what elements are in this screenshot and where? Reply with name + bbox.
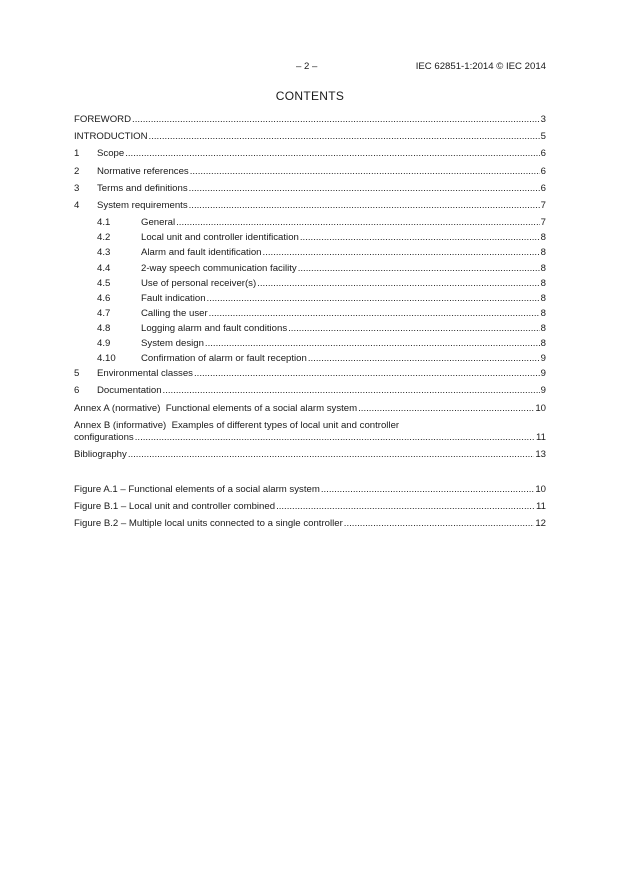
toc-entry-title: General bbox=[141, 217, 176, 228]
dot-leader bbox=[288, 323, 540, 334]
toc-entry-number: 4.8 bbox=[97, 323, 111, 334]
toc-entry-1[interactable] bbox=[74, 148, 546, 159]
toc-entry-5[interactable] bbox=[74, 368, 546, 379]
toc-entry-4-1[interactable] bbox=[74, 217, 546, 228]
toc-entry-title: Alarm and fault identification bbox=[141, 247, 262, 258]
dot-leader bbox=[135, 432, 535, 443]
toc-entry-6[interactable] bbox=[74, 385, 546, 396]
toc-entry-4-5[interactable] bbox=[74, 278, 546, 289]
toc-entry-4-7[interactable] bbox=[74, 308, 546, 319]
dot-leader bbox=[189, 183, 540, 194]
toc-entry-page: 8 bbox=[540, 338, 546, 349]
toc-entry-page: 8 bbox=[540, 278, 546, 289]
toc-entry-2[interactable] bbox=[74, 166, 546, 177]
dot-leader bbox=[205, 338, 540, 349]
toc-entry-bibliography[interactable] bbox=[74, 449, 546, 460]
toc-entry-number: 4.9 bbox=[97, 338, 111, 349]
toc-entry-introduction[interactable] bbox=[74, 131, 546, 142]
dot-leader bbox=[300, 232, 540, 243]
toc-entry-page: 9 bbox=[540, 353, 546, 364]
toc-entry-4-3[interactable] bbox=[74, 247, 546, 258]
figure-entry-page: 11 bbox=[536, 501, 546, 512]
toc-entry-title: Fault indication bbox=[141, 293, 206, 304]
figure-entry-title: Figure B.1 – Local unit and controller combined bbox=[74, 501, 276, 512]
toc-entry-page: 8 bbox=[540, 232, 546, 243]
toc-entry-page: 7 bbox=[540, 200, 546, 211]
toc-entry-title: Bibliography bbox=[74, 449, 127, 460]
figure-entry-b1[interactable] bbox=[74, 501, 546, 512]
dot-leader bbox=[209, 308, 540, 319]
dot-leader bbox=[263, 247, 540, 258]
dot-leader bbox=[358, 403, 534, 414]
figure-entry-page: 10 bbox=[535, 484, 546, 495]
toc-entry-number: 5 bbox=[74, 368, 80, 379]
toc-entry-title: Calling the user bbox=[141, 308, 208, 319]
toc-entry-page: 8 bbox=[540, 323, 546, 334]
toc-entry-title-continued: configurations bbox=[74, 432, 134, 443]
toc-entry-page: 6 bbox=[540, 183, 546, 194]
document-reference: IEC 62851-1:2014 © IEC 2014 bbox=[415, 61, 546, 72]
toc-entry-title: Environmental classes bbox=[97, 368, 193, 379]
toc-entry-page: 6 bbox=[540, 166, 546, 177]
dot-leader bbox=[125, 148, 539, 159]
toc-entry-number: 1 bbox=[74, 148, 80, 159]
toc-entry-title: System requirements bbox=[97, 200, 188, 211]
toc-entry-number: 4.4 bbox=[97, 263, 111, 274]
dot-leader bbox=[189, 200, 540, 211]
dot-leader bbox=[308, 353, 540, 364]
toc-entry-title: Annex A (normative) Functional elements of a social alarm system bbox=[74, 403, 358, 414]
toc-entry-number: 4.3 bbox=[97, 247, 111, 258]
dot-leader bbox=[207, 293, 540, 304]
toc-entry-number: 6 bbox=[74, 385, 80, 396]
toc-entry-title: FOREWORD bbox=[74, 114, 132, 125]
toc-entry-title: Documentation bbox=[97, 385, 162, 396]
toc-entry-number: 4.7 bbox=[97, 308, 111, 319]
toc-entry-page: 3 bbox=[540, 114, 546, 125]
dot-leader bbox=[321, 484, 535, 495]
figure-entry-title: Figure B.2 – Multiple local units connected to a single controller bbox=[74, 518, 343, 529]
toc-entry-annex-a[interactable] bbox=[74, 403, 546, 414]
dot-leader bbox=[344, 518, 535, 529]
toc-entry-number: 2 bbox=[74, 166, 80, 177]
toc-entry-4-2[interactable] bbox=[74, 232, 546, 243]
dot-leader bbox=[149, 131, 540, 142]
toc-entry-page: 11 bbox=[536, 432, 546, 443]
toc-entry-page: 9 bbox=[540, 368, 546, 379]
toc-entry-title: Confirmation of alarm or fault reception bbox=[141, 353, 307, 364]
figure-entry-page: 12 bbox=[535, 518, 546, 529]
figure-entry-title: Figure A.1 – Functional elements of a social alarm system bbox=[74, 484, 320, 495]
toc-entry-3[interactable] bbox=[74, 183, 546, 194]
toc-entry-number: 4.1 bbox=[97, 217, 111, 228]
contents-title: CONTENTS bbox=[275, 89, 345, 103]
toc-entry-4-4[interactable] bbox=[74, 263, 546, 274]
toc-entry-title: Logging alarm and fault conditions bbox=[141, 323, 288, 334]
dot-leader bbox=[132, 114, 540, 125]
dot-leader bbox=[257, 278, 539, 289]
toc-entry-4-10[interactable] bbox=[74, 353, 546, 364]
toc-entry-title: 2-way speech communication facility bbox=[141, 263, 297, 274]
toc-entry-title: System design bbox=[141, 338, 204, 349]
toc-entry-title: Scope bbox=[97, 148, 125, 159]
dot-leader bbox=[128, 449, 535, 460]
toc-entry-number: 3 bbox=[74, 183, 80, 194]
toc-entry-page: 13 bbox=[535, 449, 546, 460]
toc-entry-number: 4.5 bbox=[97, 278, 111, 289]
toc-entry-4[interactable] bbox=[74, 200, 546, 211]
toc-entry-title: Local unit and controller identification bbox=[141, 232, 299, 243]
toc-entry-title: Use of personal receiver(s) bbox=[141, 278, 257, 289]
toc-entry-annex-b[interactable] bbox=[74, 432, 546, 443]
toc-entry-page: 9 bbox=[540, 385, 546, 396]
page-number: – 2 – bbox=[296, 61, 318, 72]
toc-entry-4-8[interactable] bbox=[74, 323, 546, 334]
toc-entry-page: 5 bbox=[540, 131, 546, 142]
toc-entry-4-6[interactable] bbox=[74, 293, 546, 304]
toc-entry-foreword[interactable] bbox=[74, 114, 546, 125]
dot-leader bbox=[163, 385, 540, 396]
dot-leader bbox=[190, 166, 540, 177]
figure-entry-b2[interactable] bbox=[74, 518, 546, 529]
toc-entry-number: 4 bbox=[74, 200, 80, 211]
toc-entry-page: 7 bbox=[540, 217, 546, 228]
toc-entry-number: 4.2 bbox=[97, 232, 111, 243]
toc-entry-page: 8 bbox=[540, 263, 546, 274]
toc-entry-page: 8 bbox=[540, 293, 546, 304]
toc-entry-title: Normative references bbox=[97, 166, 189, 177]
figure-entry-a1[interactable] bbox=[74, 484, 546, 495]
dot-leader bbox=[194, 368, 540, 379]
dot-leader bbox=[176, 217, 540, 228]
toc-entry-title: Annex B (informative) Examples of different types of local unit and controller bbox=[74, 420, 400, 431]
toc-entry-title: Terms and definitions bbox=[97, 183, 188, 194]
toc-entry-page: 8 bbox=[540, 308, 546, 319]
dot-leader bbox=[276, 501, 535, 512]
toc-entry-page: 8 bbox=[540, 247, 546, 258]
toc-entry-page: 10 bbox=[535, 403, 546, 414]
dot-leader bbox=[298, 263, 540, 274]
toc-entry-annex-b-line1[interactable] bbox=[74, 420, 546, 431]
toc-entry-title: INTRODUCTION bbox=[74, 131, 148, 142]
toc-entry-page: 6 bbox=[540, 148, 546, 159]
toc-entry-number: 4.10 bbox=[97, 353, 116, 364]
toc-entry-4-9[interactable] bbox=[74, 338, 546, 349]
toc-entry-number: 4.6 bbox=[97, 293, 111, 304]
